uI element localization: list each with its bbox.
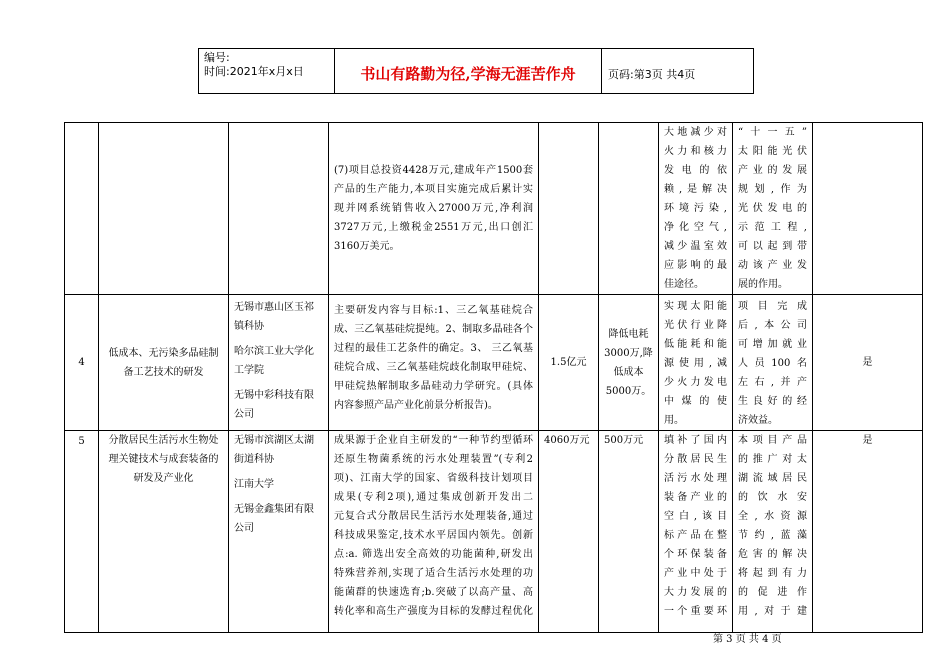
cell-significance xyxy=(659,295,733,431)
content-line: 3727万元,上缴税金2551万元,出口创汇 xyxy=(334,222,533,233)
investment-text: 4060万元 xyxy=(544,435,590,446)
social-line: 将起到有力 xyxy=(738,568,807,579)
significance-line: 赖,是解决 xyxy=(664,184,727,195)
cell-content xyxy=(329,295,539,431)
content-line: 科技成果鉴定,技术水平居国内领先。创新 xyxy=(334,530,533,541)
social-line: 示范工程, xyxy=(738,222,807,233)
significance-line: 一个重要环 xyxy=(664,606,727,617)
social-line: 后,本公司 xyxy=(738,320,807,331)
cell-num xyxy=(65,123,99,295)
cell-units xyxy=(229,123,329,295)
social-line: 的推广对太 xyxy=(738,454,807,465)
cell-investment xyxy=(539,123,599,295)
social-line: 的饮水安 xyxy=(738,492,807,503)
content-line: 特殊营养剂,实现了适合生活污水处理的功 xyxy=(334,568,533,579)
cell-units xyxy=(229,431,329,633)
social-line: 规划,作为 xyxy=(738,184,807,195)
social-line: 全,水资源 xyxy=(738,511,807,522)
social-line: 危害的解决 xyxy=(738,549,807,560)
content-line: 项)、江南大学的国家、省级科技计划项目 xyxy=(334,473,533,484)
content-line: 3160万美元。 xyxy=(334,241,400,252)
cell-num: 4 xyxy=(65,295,99,431)
cell-units xyxy=(229,295,329,431)
social-line: 的促进作 xyxy=(738,587,807,598)
social-line: 可以起到带 xyxy=(738,241,807,252)
page-header xyxy=(198,48,754,94)
social-line: 动该产业发 xyxy=(738,260,807,271)
content-line: 现并网系统销售收入27000万元,净利润 xyxy=(334,203,533,214)
social-line: 项目完成 xyxy=(738,301,807,312)
content-line: 点:a. 筛选出安全高效的功能菌种,研发出 xyxy=(334,549,533,560)
social-line: 光伏发电的 xyxy=(738,203,807,214)
unit-name: 无锡中彩科技有限公司 xyxy=(234,390,314,420)
social-line: 太阳能光伏 xyxy=(738,146,807,157)
number-label: 编号: xyxy=(204,51,230,64)
page-footer: 第 3 页 共 4 页 xyxy=(713,634,782,645)
content-line: 元复合式分散居民生活污水处理装备,通过 xyxy=(334,511,533,522)
cell-content xyxy=(329,123,539,295)
content-line: 成、三乙氧基硅烷提纯。2、制取多晶硅各个 xyxy=(334,324,533,335)
significance-line: 火力和核力 xyxy=(664,146,727,157)
social-line: 产业的发展 xyxy=(738,165,807,176)
significance-line: 源使用,减 xyxy=(664,358,727,369)
significance-line: 发电的依 xyxy=(664,165,727,176)
content-line: 产品的生产能力,本项目实施完成后累计实 xyxy=(334,184,533,195)
header-motto: 书山有路勤为径,学海无涯苦作舟 xyxy=(335,49,602,93)
significance-line: 少火力发电 xyxy=(664,377,727,388)
cell-significance xyxy=(659,123,733,295)
cell-name xyxy=(99,123,229,295)
content-line: 成果源于企业自主研发的“一种节约型循环 xyxy=(334,435,533,446)
significance-line: 净化空气, xyxy=(664,222,727,233)
row-number: 5 xyxy=(78,436,85,447)
social-line: 展的作用。 xyxy=(738,279,788,290)
table-row xyxy=(65,295,923,431)
cell-content xyxy=(329,431,539,633)
social-line: “十一五” xyxy=(738,127,807,138)
content-line: 内容参照产品产业化前景分析报告)。 xyxy=(334,400,498,411)
content-line: 转化率和高生产强度为目标的发酵过程优化 xyxy=(334,606,533,617)
content-line: 甲硅烷热解制取多晶硅动力学研究。(具体 xyxy=(334,381,533,392)
significance-line: 用。 xyxy=(664,415,684,426)
content-line: 成果(专利2项),通过集成创新开发出二 xyxy=(334,492,533,503)
flag-text: 是 xyxy=(862,435,873,446)
unit-name: 无锡市滨湖区太湖街道科协 xyxy=(234,435,314,465)
cell-flag xyxy=(813,123,923,295)
social-line: 本项目产品 xyxy=(738,435,807,446)
cell-effect xyxy=(599,431,659,633)
project-name: 低成本、无污染多晶硅制备工艺技术的研发 xyxy=(108,347,219,378)
effect-text: 降低电耗3000万,降低成本5000万。 xyxy=(604,328,653,397)
content-line: 能菌群的快速选育;b.突破了以高产量、高 xyxy=(334,587,533,598)
table-row xyxy=(65,123,923,295)
content-line: 主要研发内容与目标:1、三乙氧基硅烷合 xyxy=(334,305,533,316)
cell-flag xyxy=(813,431,923,633)
content-line: 过程的最佳工艺条件的确定。3、 三乙氧基 xyxy=(334,343,533,354)
cell-investment xyxy=(539,431,599,633)
social-line: 生良好的经 xyxy=(738,396,807,407)
significance-line: 应影响的最 xyxy=(664,260,727,271)
social-line: 左右,并产 xyxy=(738,377,807,388)
unit-name: 无锡金鑫集团有限公司 xyxy=(234,504,314,534)
content-line: (7)项目总投资4428万元,建成年产1500套 xyxy=(334,165,533,176)
significance-line: 空白,该目 xyxy=(664,511,727,522)
social-line: 用,对于建 xyxy=(738,606,807,617)
significance-line: 光伏行业降 xyxy=(664,320,727,331)
significance-line: 分散居民生 xyxy=(664,454,727,465)
effect-text: 500万元 xyxy=(604,435,644,446)
time-label: 时间:2021年x月x日 xyxy=(204,65,304,78)
cell-investment: 1.5亿元 xyxy=(539,295,599,431)
unit-name: 江南大学 xyxy=(234,479,274,490)
significance-line: 大力发展的 xyxy=(664,587,727,598)
social-line: 湖流域居民 xyxy=(738,473,807,484)
significance-line: 填补了国内 xyxy=(664,435,727,446)
social-line: 节约,蓝藻 xyxy=(738,530,807,541)
significance-line: 低能耗和能 xyxy=(664,339,727,350)
significance-line: 减少温室效 xyxy=(664,241,727,252)
unit-name: 哈尔滨工业大学化工学院 xyxy=(234,346,314,376)
content-line: 硅烷合成、三乙氧基硅烷歧化制取甲硅烷、 xyxy=(334,362,533,373)
significance-line: 标产品在整 xyxy=(664,530,727,541)
cell-name xyxy=(99,431,229,633)
significance-line: 佳途径。 xyxy=(664,279,704,290)
cell-social xyxy=(733,123,813,295)
significance-line: 活污水处理 xyxy=(664,473,727,484)
header-page-label: 页码:第3页 共4页 xyxy=(608,68,696,81)
project-name: 分散居民生活污水生物处理关键技术与成套装备的研发及产业化 xyxy=(108,435,219,484)
unit-name: 无锡市惠山区玉祁镇科协 xyxy=(234,302,314,332)
cell-effect xyxy=(599,123,659,295)
significance-line: 装备产业的 xyxy=(664,492,727,503)
significance-line: 中煤的使 xyxy=(664,396,727,407)
header-meta xyxy=(199,49,335,93)
cell-significance xyxy=(659,431,733,633)
significance-line: 大地减少对 xyxy=(664,127,727,138)
cell-effect xyxy=(599,295,659,431)
table-row xyxy=(65,431,923,633)
significance-line: 实现太阳能 xyxy=(664,301,727,312)
social-line: 可增加就业 xyxy=(738,339,807,350)
cell-social xyxy=(733,431,813,633)
content-line: 还原生物菌系统的污水处理装置”(专利2 xyxy=(334,454,533,465)
cell-name xyxy=(99,295,229,431)
cell-num xyxy=(65,431,99,633)
social-line: 人员100名 xyxy=(738,358,807,369)
cell-social xyxy=(733,295,813,431)
cell-flag: 是 xyxy=(813,295,923,431)
significance-line: 产业中处于 xyxy=(664,568,727,579)
social-line: 济效益。 xyxy=(738,415,778,426)
significance-line: 环境污染, xyxy=(664,203,727,214)
significance-line: 个环保装备 xyxy=(664,549,727,560)
project-table xyxy=(64,122,923,633)
